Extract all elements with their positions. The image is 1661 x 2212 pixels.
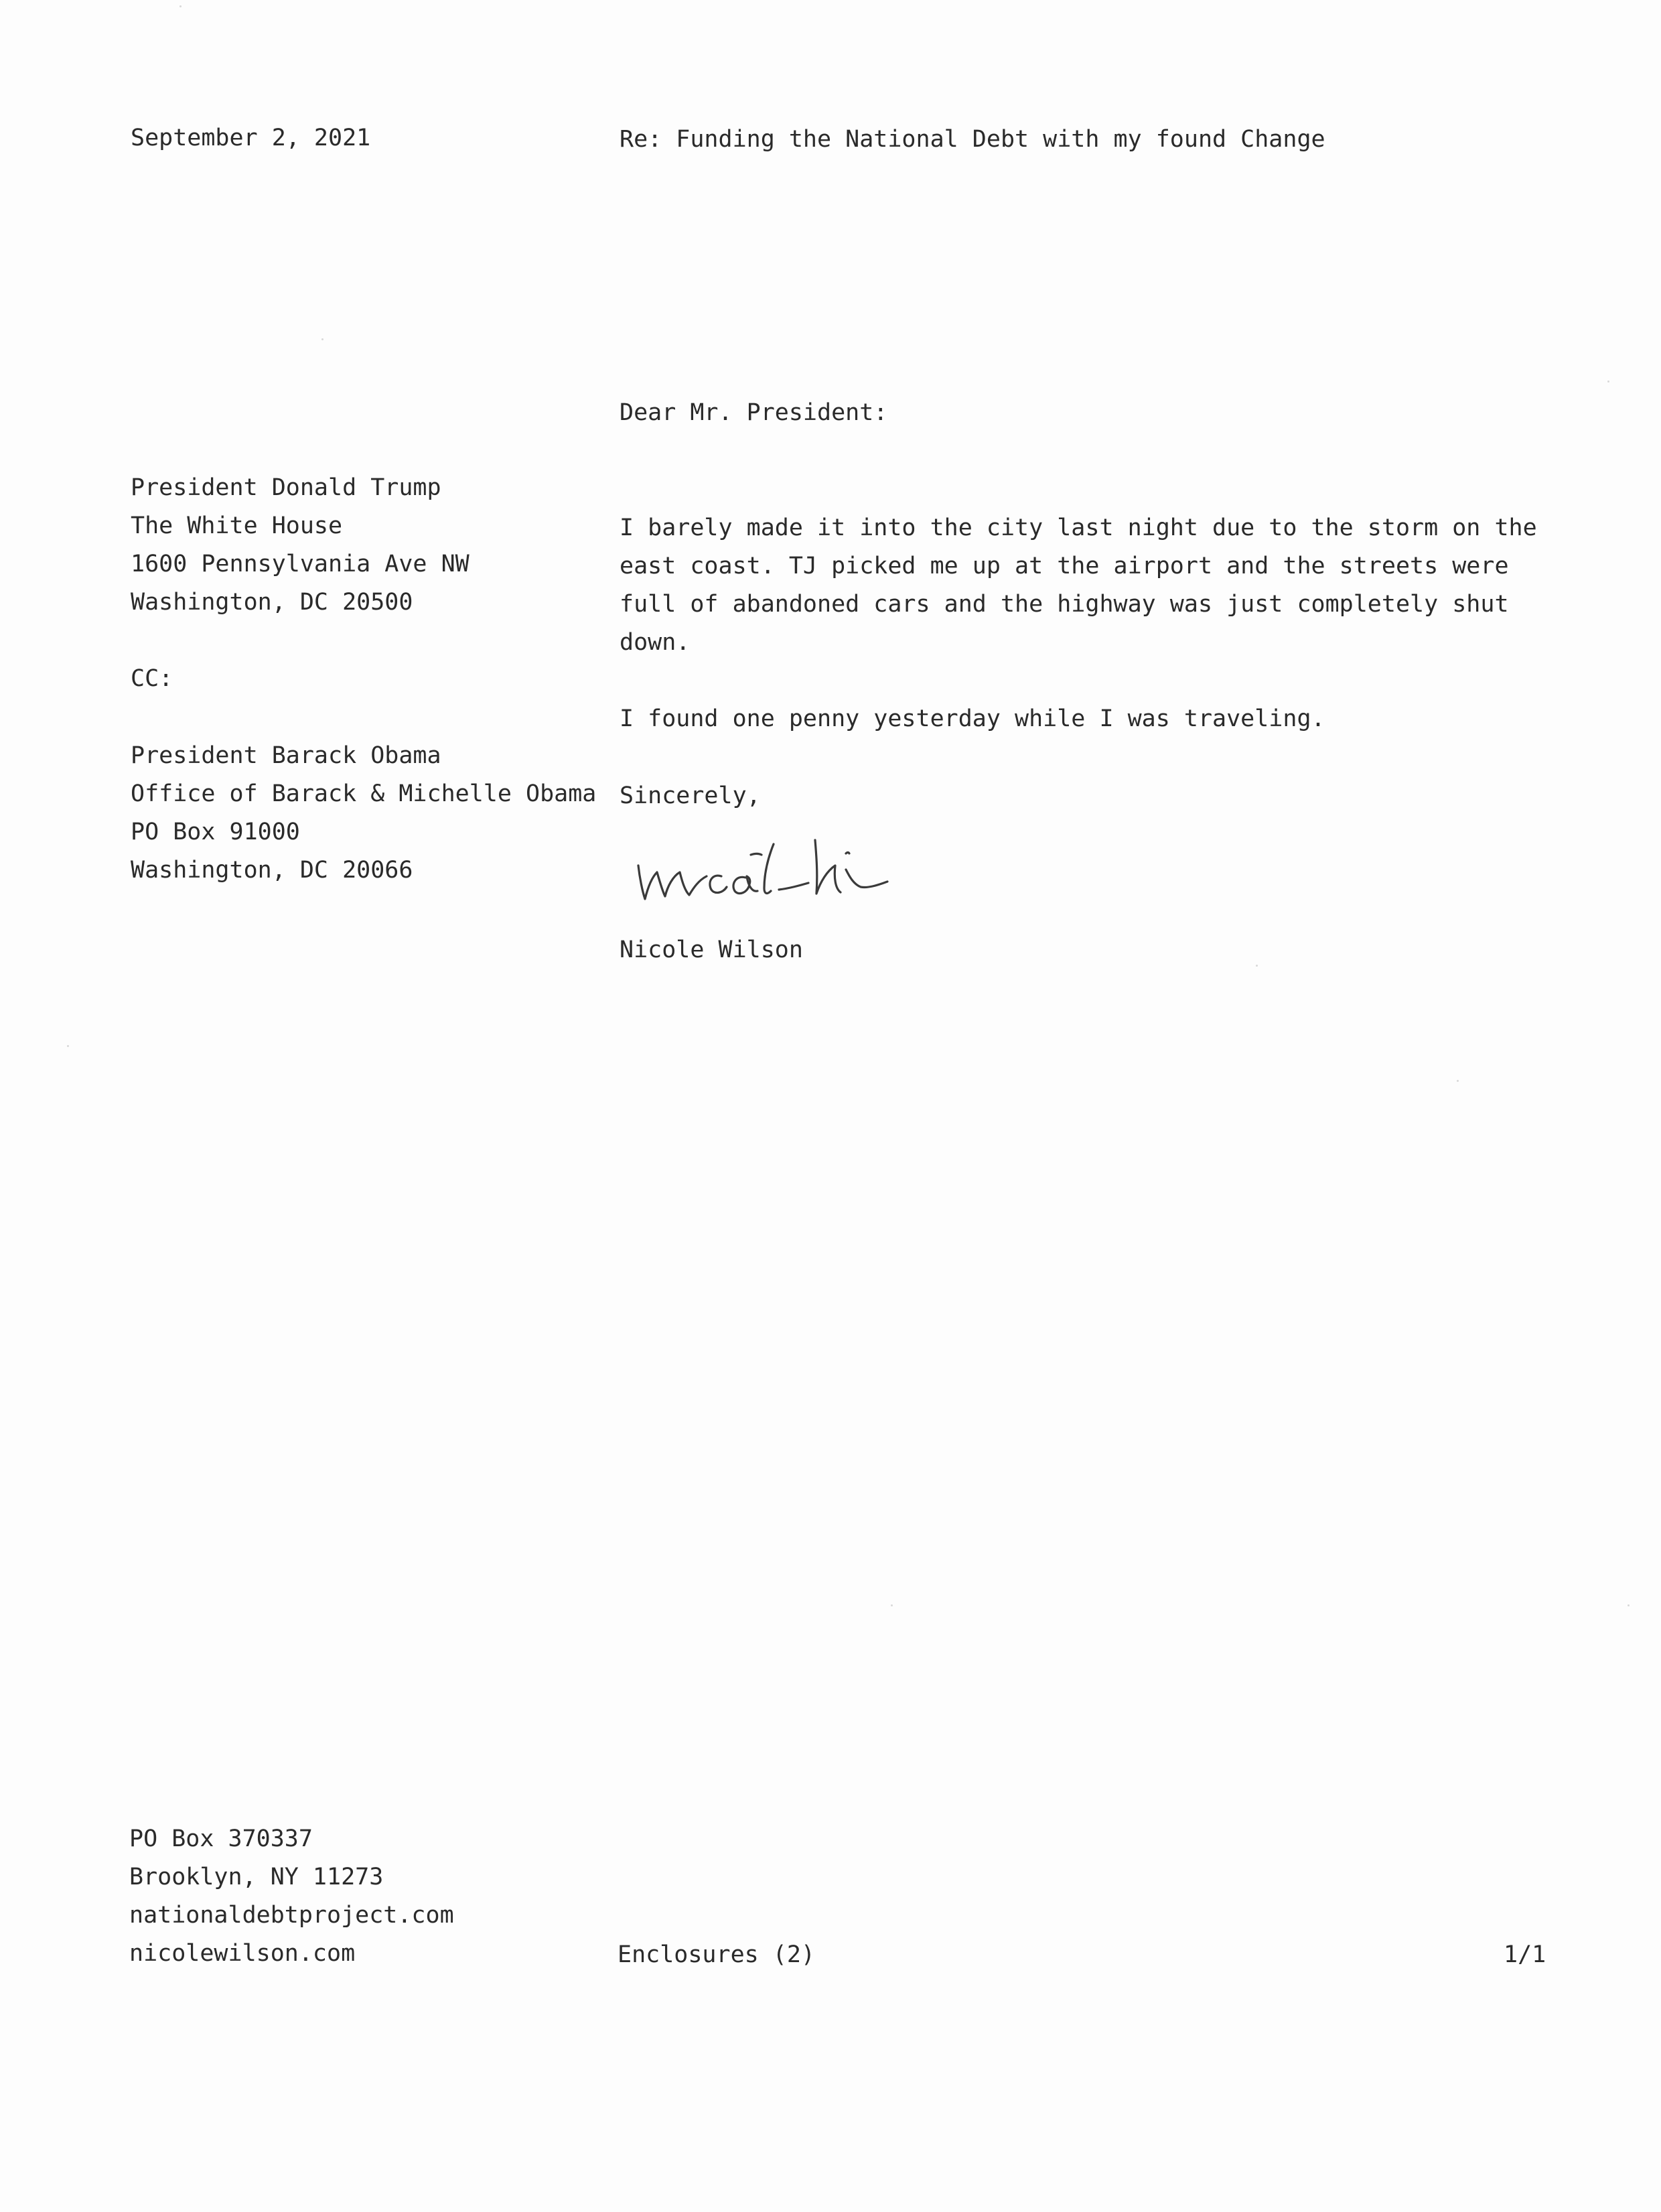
sender-line: PO Box 370337 xyxy=(129,1825,313,1852)
body-paragraph: I found one penny yesterday while I was traveling. xyxy=(620,705,1325,732)
recipient-line: President Donald Trump xyxy=(131,474,441,501)
body-line: down. xyxy=(620,629,691,656)
recipient-line: Washington, DC 20500 xyxy=(131,589,413,616)
scan-speck xyxy=(891,1604,893,1606)
letter-date: September 2, 2021 xyxy=(131,125,371,151)
recipient-line: 1600 Pennsylvania Ave NW xyxy=(131,551,470,577)
scan-speck xyxy=(1628,1604,1630,1606)
enclosures-note: Enclosures (2) xyxy=(618,1941,816,1968)
body-paragraph xyxy=(620,509,1550,662)
closing: Sincerely, xyxy=(620,782,761,809)
body-line: full of abandoned cars and the highway was just completely shut xyxy=(620,591,1509,618)
cc-line: Washington, DC 20066 xyxy=(131,857,413,884)
body-line: I barely made it into the city last night due to the storm on the xyxy=(620,514,1537,541)
cc-label: CC: xyxy=(131,665,173,692)
sender-line: Brooklyn, NY 11273 xyxy=(129,1864,384,1890)
handwritten-signature xyxy=(633,824,954,911)
cc-address xyxy=(131,737,596,890)
body-line: east coast. TJ picked me up at the airport and the streets were xyxy=(620,553,1509,579)
scan-speck xyxy=(1256,965,1258,967)
recipient-address xyxy=(131,469,470,622)
scan-speck xyxy=(1607,381,1609,383)
scan-speck xyxy=(321,338,323,340)
cc-line: Office of Barack & Michelle Obama xyxy=(131,780,597,807)
scan-speck xyxy=(179,5,182,7)
signer-name: Nicole Wilson xyxy=(620,937,803,963)
page-number: 1/1 xyxy=(1504,1941,1546,1968)
sender-address xyxy=(129,1820,454,1973)
subject-line: Re: Funding the National Debt with my found Change xyxy=(620,126,1325,153)
recipient-line: The White House xyxy=(131,512,343,539)
cc-line: President Barack Obama xyxy=(131,742,441,769)
scan-speck xyxy=(1457,1080,1459,1082)
sender-website-link[interactable]: nicolewilson.com xyxy=(129,1940,356,1967)
salutation: Dear Mr. President: xyxy=(620,399,888,426)
sender-website-link[interactable]: nationaldebtproject.com xyxy=(129,1902,454,1929)
scan-speck xyxy=(67,1045,69,1047)
cc-line: PO Box 91000 xyxy=(131,819,300,845)
